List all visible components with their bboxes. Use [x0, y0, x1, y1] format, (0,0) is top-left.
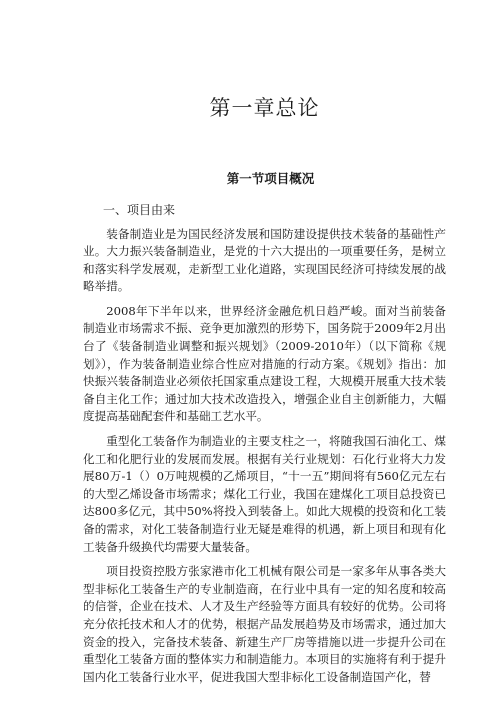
subheading: 一、项目由来	[103, 202, 176, 217]
paragraph-3: 重型化工装备作为制造业的主要支柱之一，将随我国石油化工、煤化工和化肥行业的发展而发展。根据有关行业规划：石化行业将大力发展80万-1（）0万吨规模的乙烯项目，“十一五”期间将有560亿元左右的大型乙烯设备市场需求；煤化工行业，我国在建煤化工项目总投资已达800多亿元，其中50%将投入到装备上。如此大规模的投资和化工装备的需求，对化工装备制造行业无疑是难得的机遇，新上项目和现有化工装备升级换代均需要大量装备。	[83, 434, 446, 554]
chapter-title: 第一章总论	[209, 96, 320, 120]
paragraph-4: 项目投资控股方张家港市化工机械有限公司是一家多年从事各类大型非标化工装备生产的专业制造商，在行业中具有一定的知名度和较高的信誉，企业在技术、人才及生产经验等方面具有较好的优势。公司将充分依托技术和人才的优势，根据产品发展趋势及市场需求，通过加大资金的投入，完备技术装备、新建生产厂房等措施以进一步提升公司在重型化工装备方面的整体实力和制造能力。本项目的实施将有利于提升国内化工装备行业水平，促进我国大型非标化工设备制造国产化，替	[83, 564, 446, 684]
paragraph-2: 2008年下半年以来，世界经济金融危机日趋严峻。面对当前装备制造业市场需求不振、竞争更加激烈的形势下，国务院于2009年2月出台了《装备制造业调整和振兴规划》（2009-2010年）（以下简称《规划》），作为装备制造业综合性应对措施的行动方案。《规划》指出：加快振兴装备制造业必须依托国家重点建设工程，大规模开展重大技术装备自主化工作；通过加大技术改造投入，增强企业自主创新能力，大幅度提高基础配套件和基础工艺水平。	[83, 303, 446, 424]
paragraph-1: 装备制造业是为国民经济发展和国防建设提供技术装备的基础性产业。大力振兴装备制造业，是党的十六大提出的一项重要任务，是树立和落实科学发展观，走新型工业化道路，实现国民经济可持续发展的战略举措。	[83, 226, 446, 294]
section-title: 第一节项目概况	[226, 171, 315, 186]
